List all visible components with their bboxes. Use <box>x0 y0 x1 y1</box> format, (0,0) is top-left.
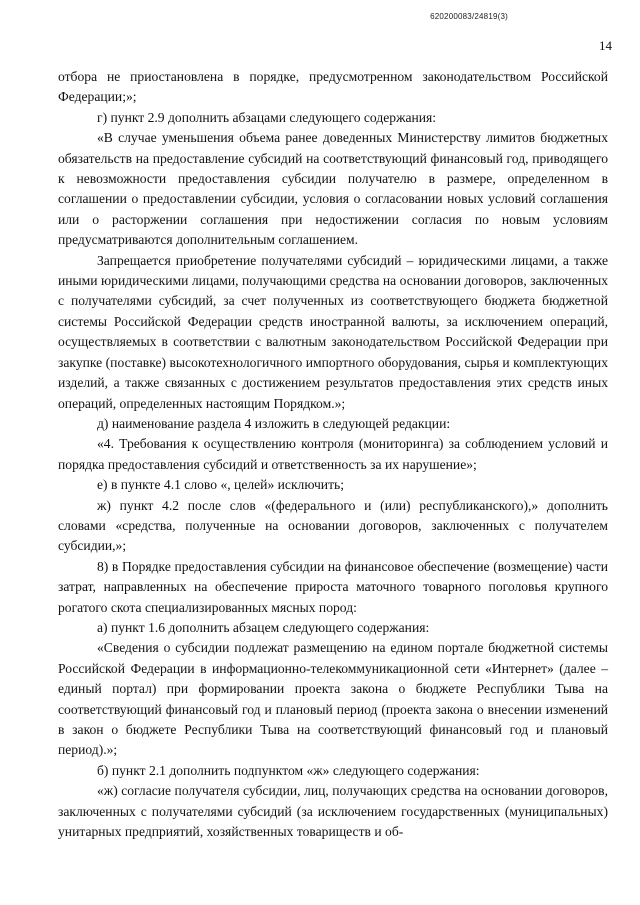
document-body <box>58 67 608 842</box>
paragraph: д) наименование раздела 4 изложить в следующей редакции: <box>97 415 451 431</box>
paragraph: ж) пункт 4.2 после слов «(федерального и (или) республиканского),» дополнить словами «средства, полученные на основании договоров, заключенных с получателем субсидии,»; <box>58 497 608 554</box>
paragraph: г) пункт 2.9 дополнить абзацами следующего содержания: <box>97 109 437 125</box>
paragraph: «Сведения о субсидии подлежат размещению на едином портале бюджетной системы Российской Федерации в информационно-телекоммуникационной сети «Интернет» (далее – единый портал) при формировании проекта закона о бюджете Республики Тыва на соответствующий финансовый год и плановый период (проекта закона о внесении изменений в закон о бюджете Республики Тыва на соответствующий финансовый год и плановый период).»; <box>58 640 608 758</box>
paragraph: «ж) согласие получателя субсидии, лиц, получающих средства на основании договоров, заключенных с получателями субсидий (за исключением государственных (муниципальных) унитарных предприятий, хозяйственных товариществ и об- <box>58 783 608 840</box>
paragraph: б) пункт 2.1 дополнить подпунктом «ж» следующего содержания: <box>97 762 480 778</box>
paragraph: отбора не приостановлена в порядке, предусмотренном законодательством Российской Федерации;»; <box>58 69 608 105</box>
paragraph: Запрещается приобретение получателями субсидий – юридическими лицами, а также иными юридическими лицами, получающими средства на основании договоров, заключенных с получателями субсидий, за счет полученных из соответствующего бюджета бюджетной системы Российской Федерации средств иностранной валюты, за исключением операций, осуществляемых в соответствии с валютным законодательством Российской Федерации при закупке (поставке) высокотехнологичного импортного оборудования, сырья и комплектующих изделий, а также связанных с достижением результатов предоставления этих средств иных операций, определенных настоящим Порядком.»; <box>58 252 608 411</box>
paragraph: а) пункт 1.6 дополнить абзацем следующего содержания: <box>97 619 430 635</box>
paragraph: е) в пункте 4.1 слово «, целей» исключить; <box>97 477 344 493</box>
page-number: 14 <box>599 38 612 53</box>
paragraph: 8) в Порядке предоставления субсидии на финансовое обеспечение (возмещение) части затрат, направленных на обеспечение прироста маточного товарного поголовья крупного рогатого скота специализированных мясных пород: <box>58 558 608 615</box>
paragraph: «4. Требования к осуществлению контроля (мониторинга) за соблюдением условий и порядка предоставления субсидий и ответственность за их нарушение»; <box>58 436 608 472</box>
paragraph: «В случае уменьшения объема ранее доведенных Министерству лимитов бюджетных обязательств на предоставление субсидий на соответствующий финансовый год, приводящего к невозможности предоставления субсидии получателю в размере, определенном в соглашении о предоставлении субсидии, условия о согласовании новых условий соглашения или о расторжении соглашения при недостижении согласия по новым условиям предусматриваются дополнительным соглашением. <box>58 130 608 248</box>
document-code: 620200083/24819(3) <box>430 12 508 21</box>
